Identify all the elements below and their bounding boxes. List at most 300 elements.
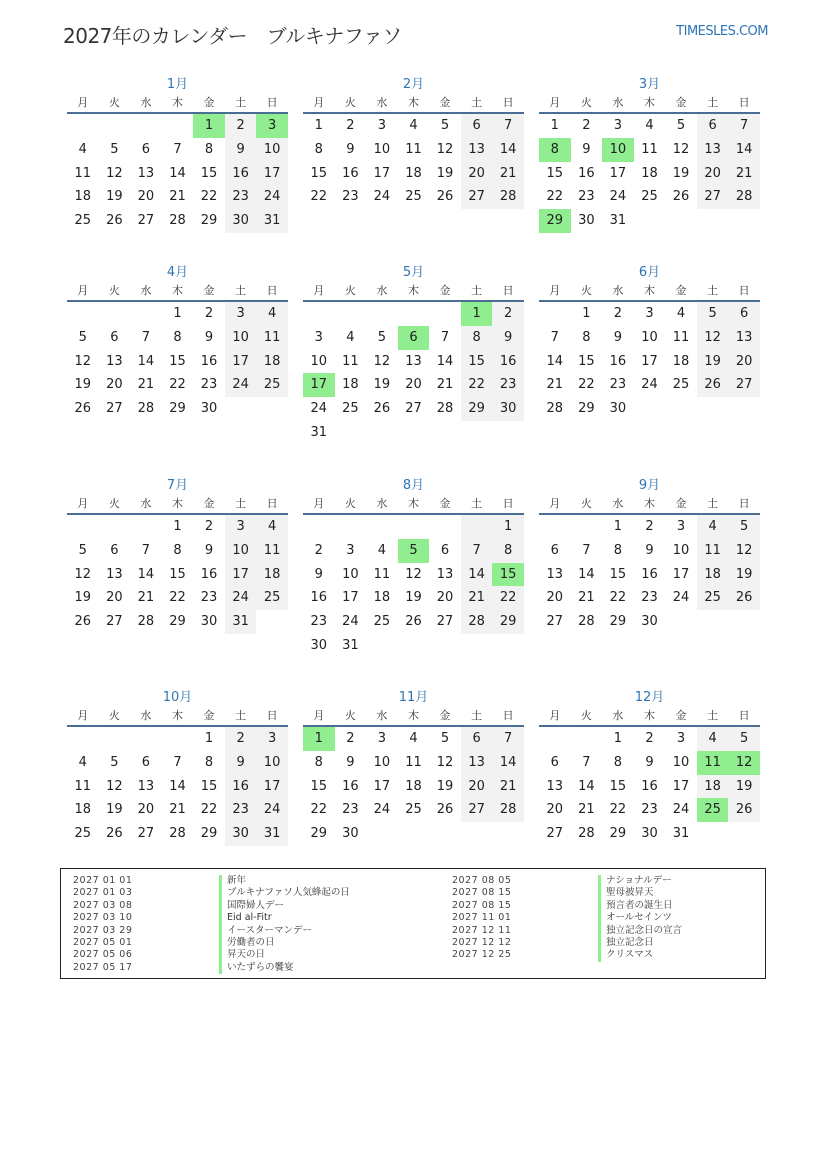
day-cell: 10 bbox=[225, 326, 257, 350]
weekday-label: 木 bbox=[643, 497, 655, 510]
day-cell: 11 bbox=[74, 778, 92, 794]
day-cell-empty bbox=[130, 302, 162, 326]
day-cell: 29 bbox=[492, 610, 524, 634]
day-cell: 20 bbox=[461, 162, 493, 186]
weekday-label: 水 bbox=[376, 96, 388, 109]
day-cell-holiday: 3 bbox=[256, 114, 288, 138]
day-grid bbox=[303, 114, 524, 209]
day-cell: 24 bbox=[342, 614, 359, 630]
weekday-label: 土 bbox=[471, 497, 483, 510]
weekday-header bbox=[303, 495, 524, 515]
day-cell: 23 bbox=[200, 590, 218, 606]
day-cell-holiday: 6 bbox=[398, 326, 430, 350]
day-cell: 17 bbox=[609, 165, 627, 181]
day-cell: 12 bbox=[697, 326, 729, 350]
day-cell: 2 bbox=[204, 519, 214, 534]
day-cell: 14 bbox=[169, 165, 186, 181]
weekday-label: 水 bbox=[140, 709, 152, 722]
day-cell: 4 bbox=[377, 542, 387, 558]
day-cell: 3 bbox=[225, 302, 257, 326]
day-cell: 17 bbox=[256, 775, 288, 799]
day-cell: 12 bbox=[74, 566, 92, 582]
holiday-date: 2027 08 15 bbox=[452, 887, 512, 899]
day-cell: 28 bbox=[137, 401, 155, 417]
day-cell: 3 bbox=[377, 118, 387, 133]
day-cell: 16 bbox=[225, 775, 257, 799]
day-cell: 15 bbox=[169, 353, 186, 369]
weekday-label: 土 bbox=[707, 497, 719, 510]
day-cell: 23 bbox=[641, 590, 658, 606]
day-cell: 6 bbox=[461, 114, 493, 138]
day-cell: 29 bbox=[200, 213, 218, 229]
day-cell: 1 bbox=[582, 306, 591, 321]
day-cell: 7 bbox=[173, 141, 182, 157]
weekday-label: 水 bbox=[140, 96, 152, 109]
day-cell: 17 bbox=[225, 563, 257, 587]
month-name: 5月 bbox=[402, 265, 425, 280]
day-cell: 22 bbox=[578, 377, 595, 393]
day-cell: 6 bbox=[550, 542, 559, 558]
day-cell: 20 bbox=[137, 189, 155, 205]
holiday-row bbox=[452, 912, 682, 924]
day-cell: 30 bbox=[225, 822, 257, 846]
day-cell: 7 bbox=[728, 114, 760, 138]
day-cell: 15 bbox=[609, 778, 627, 794]
weekday-label: 火 bbox=[344, 709, 356, 722]
day-cell: 12 bbox=[106, 778, 123, 794]
holiday-name: イースターマンデー bbox=[219, 925, 312, 937]
day-cell: 23 bbox=[310, 614, 328, 630]
day-grid bbox=[67, 302, 288, 421]
day-cell: 23 bbox=[578, 189, 595, 205]
day-cell: 16 bbox=[310, 590, 328, 606]
day-cell: 25 bbox=[74, 213, 92, 229]
day-cell: 22 bbox=[609, 590, 627, 606]
day-cell: 11 bbox=[405, 141, 422, 157]
day-cell: 23 bbox=[200, 377, 218, 393]
holiday-name: 預言者の誕生日 bbox=[598, 900, 673, 912]
day-cell: 18 bbox=[74, 802, 92, 818]
day-cell-holiday: 5 bbox=[398, 539, 430, 563]
day-cell: 2 bbox=[225, 727, 257, 751]
weekday-label: 木 bbox=[407, 497, 419, 510]
weekday-label: 月 bbox=[549, 497, 561, 510]
day-cell: 8 bbox=[582, 329, 591, 345]
weekday-label: 木 bbox=[643, 96, 655, 109]
day-cell: 29 bbox=[169, 401, 186, 417]
weekday-label: 木 bbox=[407, 284, 419, 297]
day-cell: 12 bbox=[106, 165, 123, 181]
day-cell: 14 bbox=[578, 778, 595, 794]
weekday-label: 日 bbox=[738, 96, 750, 109]
holiday-name: 新年 bbox=[219, 875, 246, 887]
day-grid bbox=[303, 515, 524, 658]
holiday-date: 2027 08 15 bbox=[452, 899, 512, 911]
day-cell: 22 bbox=[169, 377, 186, 393]
day-cell: 23 bbox=[225, 798, 257, 822]
day-cell: 28 bbox=[461, 610, 493, 634]
day-grid bbox=[539, 114, 760, 233]
holiday-date: 2027 08 05 bbox=[452, 875, 512, 886]
month-name: 2月 bbox=[402, 77, 425, 92]
day-cell: 26 bbox=[74, 401, 92, 417]
holiday-name: オールセインツ bbox=[598, 912, 672, 924]
day-cell-holiday: 17 bbox=[303, 373, 335, 397]
day-cell: 30 bbox=[200, 614, 218, 630]
weekday-label: 火 bbox=[580, 96, 592, 109]
day-cell: 14 bbox=[728, 138, 760, 162]
weekday-label: 火 bbox=[108, 96, 120, 109]
day-cell: 20 bbox=[546, 590, 564, 606]
day-cell: 28 bbox=[169, 826, 186, 842]
holiday-name: クリスマス bbox=[598, 949, 653, 961]
day-cell: 3 bbox=[225, 515, 257, 539]
day-cell: 21 bbox=[169, 189, 186, 205]
weekday-header bbox=[539, 282, 760, 302]
weekday-label: 水 bbox=[140, 497, 152, 510]
day-cell: 9 bbox=[645, 754, 654, 770]
weekday-header bbox=[539, 495, 760, 515]
day-cell: 5 bbox=[110, 754, 119, 770]
day-cell: 17 bbox=[225, 350, 257, 374]
day-cell: 15 bbox=[461, 350, 493, 374]
day-cell-empty bbox=[398, 302, 430, 326]
weekday-label: 水 bbox=[612, 497, 624, 510]
day-cell: 19 bbox=[728, 563, 760, 587]
day-cell: 5 bbox=[676, 118, 686, 133]
weekday-label: 土 bbox=[235, 709, 247, 722]
month-block bbox=[67, 260, 288, 421]
day-cell-empty bbox=[429, 302, 461, 326]
day-cell: 4 bbox=[676, 306, 686, 321]
day-cell: 11 bbox=[256, 326, 288, 350]
day-cell: 19 bbox=[106, 802, 123, 818]
day-cell: 25 bbox=[373, 614, 391, 630]
weekday-header bbox=[539, 707, 760, 727]
month-block bbox=[539, 685, 760, 846]
day-cell: 28 bbox=[492, 185, 524, 209]
day-cell: 11 bbox=[697, 539, 729, 563]
holiday-name: 聖母被昇天 bbox=[598, 887, 654, 899]
day-cell-holiday: 1 bbox=[193, 114, 225, 138]
day-cell: 13 bbox=[728, 326, 760, 350]
day-cell: 5 bbox=[377, 329, 387, 345]
day-cell: 5 bbox=[728, 727, 760, 751]
day-cell: 12 bbox=[672, 141, 690, 157]
day-cell: 14 bbox=[169, 778, 186, 794]
day-cell: 26 bbox=[373, 401, 391, 417]
weekday-label: 土 bbox=[471, 284, 483, 297]
day-cell: 20 bbox=[137, 802, 155, 818]
day-cell: 1 bbox=[613, 731, 623, 746]
day-cell: 9 bbox=[204, 329, 214, 345]
day-cell-empty bbox=[539, 302, 571, 326]
day-cell: 19 bbox=[672, 165, 690, 181]
day-cell-empty bbox=[303, 515, 335, 539]
day-cell-empty bbox=[99, 727, 131, 751]
day-cell: 23 bbox=[492, 373, 524, 397]
day-cell: 4 bbox=[409, 118, 418, 133]
day-cell: 7 bbox=[440, 329, 450, 345]
holiday-name: ナショナルデー bbox=[598, 875, 672, 887]
holiday-row bbox=[73, 962, 350, 974]
day-cell: 8 bbox=[461, 326, 493, 350]
day-cell: 27 bbox=[461, 185, 493, 209]
day-cell: 6 bbox=[697, 114, 729, 138]
day-cell: 3 bbox=[346, 542, 355, 558]
day-cell-holiday: 10 bbox=[602, 138, 634, 162]
holiday-date: 2027 11 01 bbox=[452, 912, 512, 924]
day-cell-empty bbox=[162, 114, 194, 138]
day-cell-empty bbox=[67, 515, 99, 539]
day-grid bbox=[539, 302, 760, 421]
weekday-label: 木 bbox=[171, 709, 183, 722]
day-cell: 14 bbox=[436, 353, 454, 369]
day-cell: 10 bbox=[256, 751, 288, 775]
day-cell: 9 bbox=[314, 566, 323, 582]
weekday-label: 水 bbox=[612, 709, 624, 722]
day-grid bbox=[67, 727, 288, 846]
day-cell: 4 bbox=[697, 727, 729, 751]
day-cell: 7 bbox=[492, 727, 524, 751]
day-cell: 22 bbox=[609, 802, 627, 818]
weekday-label: 日 bbox=[502, 284, 514, 297]
day-cell: 11 bbox=[405, 754, 422, 770]
day-cell: 15 bbox=[200, 165, 218, 181]
day-cell: 29 bbox=[578, 401, 595, 417]
day-cell: 7 bbox=[582, 754, 591, 770]
day-cell: 25 bbox=[405, 189, 422, 205]
weekday-header bbox=[67, 282, 288, 302]
day-cell: 4 bbox=[409, 731, 418, 746]
weekday-label: 日 bbox=[266, 497, 278, 510]
day-cell: 16 bbox=[492, 350, 524, 374]
day-cell-empty bbox=[429, 515, 461, 539]
month-block bbox=[303, 260, 524, 445]
month-block bbox=[539, 72, 760, 233]
weekday-label: 土 bbox=[471, 96, 483, 109]
day-cell: 31 bbox=[225, 610, 257, 634]
weekday-label: 土 bbox=[707, 96, 719, 109]
day-cell: 24 bbox=[609, 189, 627, 205]
day-cell: 20 bbox=[106, 590, 123, 606]
day-cell: 13 bbox=[697, 138, 729, 162]
holiday-row bbox=[73, 949, 350, 961]
day-cell: 6 bbox=[141, 754, 151, 770]
weekday-label: 金 bbox=[675, 497, 687, 510]
day-cell: 8 bbox=[314, 754, 323, 770]
day-cell-empty bbox=[130, 727, 162, 751]
day-cell: 28 bbox=[436, 401, 454, 417]
day-cell: 24 bbox=[641, 377, 658, 393]
day-cell: 12 bbox=[373, 353, 391, 369]
day-cell: 15 bbox=[578, 353, 595, 369]
day-cell: 3 bbox=[377, 731, 387, 746]
day-cell: 11 bbox=[672, 329, 690, 345]
weekday-label: 土 bbox=[235, 284, 247, 297]
holiday-row bbox=[452, 937, 682, 949]
day-cell: 19 bbox=[373, 377, 391, 393]
weekday-header bbox=[303, 94, 524, 114]
day-cell: 10 bbox=[672, 754, 690, 770]
holiday-row bbox=[452, 875, 682, 887]
month-block bbox=[67, 685, 288, 846]
day-cell: 26 bbox=[405, 614, 422, 630]
weekday-label: 金 bbox=[675, 96, 687, 109]
month-name: 1月 bbox=[166, 77, 189, 92]
day-cell: 18 bbox=[256, 350, 288, 374]
day-cell: 25 bbox=[256, 586, 288, 610]
day-cell: 2 bbox=[582, 118, 591, 133]
day-cell: 2 bbox=[613, 306, 623, 321]
day-grid bbox=[303, 727, 524, 846]
day-cell: 10 bbox=[310, 353, 328, 369]
day-cell: 30 bbox=[310, 637, 328, 653]
holiday-row bbox=[452, 900, 682, 912]
day-cell: 26 bbox=[728, 586, 760, 610]
day-cell-empty bbox=[67, 302, 99, 326]
day-cell: 19 bbox=[74, 590, 92, 606]
day-cell: 5 bbox=[78, 329, 87, 345]
day-cell: 1 bbox=[173, 519, 182, 534]
day-cell: 22 bbox=[310, 189, 328, 205]
day-cell: 2 bbox=[225, 114, 257, 138]
day-cell: 27 bbox=[106, 401, 123, 417]
weekday-label: 土 bbox=[471, 709, 483, 722]
holiday-date: 2027 12 25 bbox=[452, 949, 512, 961]
day-cell: 14 bbox=[492, 138, 524, 162]
holiday-row bbox=[452, 949, 682, 961]
day-cell: 5 bbox=[440, 118, 450, 133]
day-cell: 30 bbox=[342, 826, 359, 842]
day-cell: 18 bbox=[672, 353, 690, 369]
weekday-label: 木 bbox=[407, 709, 419, 722]
month-block bbox=[67, 473, 288, 634]
day-cell: 18 bbox=[697, 563, 729, 587]
day-cell: 11 bbox=[373, 566, 391, 582]
day-cell: 30 bbox=[641, 826, 658, 842]
day-cell: 9 bbox=[645, 542, 654, 558]
day-cell: 24 bbox=[256, 798, 288, 822]
day-cell: 2 bbox=[645, 519, 654, 534]
day-cell-empty bbox=[571, 727, 603, 751]
day-cell: 5 bbox=[440, 731, 450, 746]
day-grid bbox=[539, 727, 760, 846]
day-cell: 22 bbox=[461, 373, 493, 397]
weekday-label: 水 bbox=[376, 284, 388, 297]
day-cell: 21 bbox=[492, 162, 524, 186]
day-cell: 31 bbox=[310, 424, 328, 440]
day-cell: 15 bbox=[310, 778, 328, 794]
day-cell-empty bbox=[335, 302, 367, 326]
weekday-header bbox=[539, 94, 760, 114]
site-link[interactable]: TIMESLES.COM bbox=[676, 24, 768, 39]
day-cell: 13 bbox=[137, 778, 155, 794]
month-name: 4月 bbox=[166, 265, 189, 280]
holiday-date: 2027 05 17 bbox=[73, 961, 133, 973]
day-cell: 26 bbox=[728, 798, 760, 822]
day-cell: 21 bbox=[492, 775, 524, 799]
day-cell: 9 bbox=[225, 138, 257, 162]
holiday-name: 国際婦人デー bbox=[219, 900, 284, 912]
day-cell: 24 bbox=[373, 802, 391, 818]
day-cell: 20 bbox=[436, 590, 454, 606]
weekday-header bbox=[303, 707, 524, 727]
day-cell: 18 bbox=[405, 778, 422, 794]
day-cell: 17 bbox=[672, 778, 690, 794]
day-cell: 16 bbox=[578, 165, 595, 181]
day-cell: 20 bbox=[106, 377, 123, 393]
day-cell-empty bbox=[398, 515, 430, 539]
holiday-date: 2027 05 01 bbox=[73, 936, 133, 948]
weekday-label: 火 bbox=[344, 96, 356, 109]
day-cell: 4 bbox=[78, 754, 87, 770]
day-cell: 11 bbox=[74, 165, 92, 181]
day-cell: 22 bbox=[492, 586, 524, 610]
day-cell: 24 bbox=[225, 586, 257, 610]
weekday-label: 火 bbox=[344, 284, 356, 297]
weekday-label: 火 bbox=[108, 497, 120, 510]
day-cell: 14 bbox=[492, 751, 524, 775]
day-cell: 11 bbox=[256, 539, 288, 563]
weekday-label: 月 bbox=[313, 284, 325, 297]
day-cell: 30 bbox=[200, 401, 218, 417]
day-cell: 20 bbox=[405, 377, 422, 393]
day-cell-holiday: 1 bbox=[461, 302, 493, 326]
day-cell: 24 bbox=[672, 802, 690, 818]
month-name: 10月 bbox=[162, 690, 193, 705]
day-cell-empty bbox=[130, 114, 162, 138]
day-cell: 19 bbox=[436, 778, 454, 794]
day-cell: 18 bbox=[405, 165, 422, 181]
weekday-label: 金 bbox=[439, 284, 451, 297]
day-cell: 27 bbox=[106, 614, 123, 630]
holiday-name: 独立記念日 bbox=[598, 937, 654, 949]
day-cell: 7 bbox=[550, 329, 559, 345]
day-cell: 8 bbox=[173, 542, 182, 558]
day-grid bbox=[303, 302, 524, 445]
month-name: 6月 bbox=[638, 265, 661, 280]
day-cell-holiday: 1 bbox=[303, 727, 335, 751]
day-cell: 24 bbox=[310, 401, 328, 417]
day-cell: 6 bbox=[550, 754, 559, 770]
day-cell: 9 bbox=[204, 542, 214, 558]
day-cell: 15 bbox=[310, 165, 328, 181]
day-cell: 8 bbox=[492, 539, 524, 563]
day-cell: 16 bbox=[200, 353, 218, 369]
day-cell: 21 bbox=[169, 802, 186, 818]
day-cell: 30 bbox=[609, 401, 627, 417]
day-cell: 13 bbox=[546, 566, 564, 582]
weekday-header bbox=[67, 94, 288, 114]
day-cell: 17 bbox=[342, 590, 359, 606]
holiday-name: 昇天の日 bbox=[219, 949, 265, 961]
day-cell: 12 bbox=[405, 566, 422, 582]
page-title: 2027年のカレンダー ブルキナファソ bbox=[63, 24, 402, 48]
day-cell: 10 bbox=[641, 329, 658, 345]
day-cell: 6 bbox=[110, 542, 119, 558]
day-cell: 17 bbox=[373, 778, 391, 794]
weekday-label: 水 bbox=[376, 709, 388, 722]
day-cell: 3 bbox=[676, 519, 686, 534]
weekday-label: 金 bbox=[203, 96, 215, 109]
holiday-date: 2027 05 06 bbox=[73, 949, 133, 961]
holiday-date: 2027 01 01 bbox=[73, 875, 133, 886]
weekday-label: 金 bbox=[675, 709, 687, 722]
day-cell: 5 bbox=[110, 141, 119, 157]
day-cell: 14 bbox=[461, 563, 493, 587]
day-cell: 7 bbox=[173, 754, 182, 770]
